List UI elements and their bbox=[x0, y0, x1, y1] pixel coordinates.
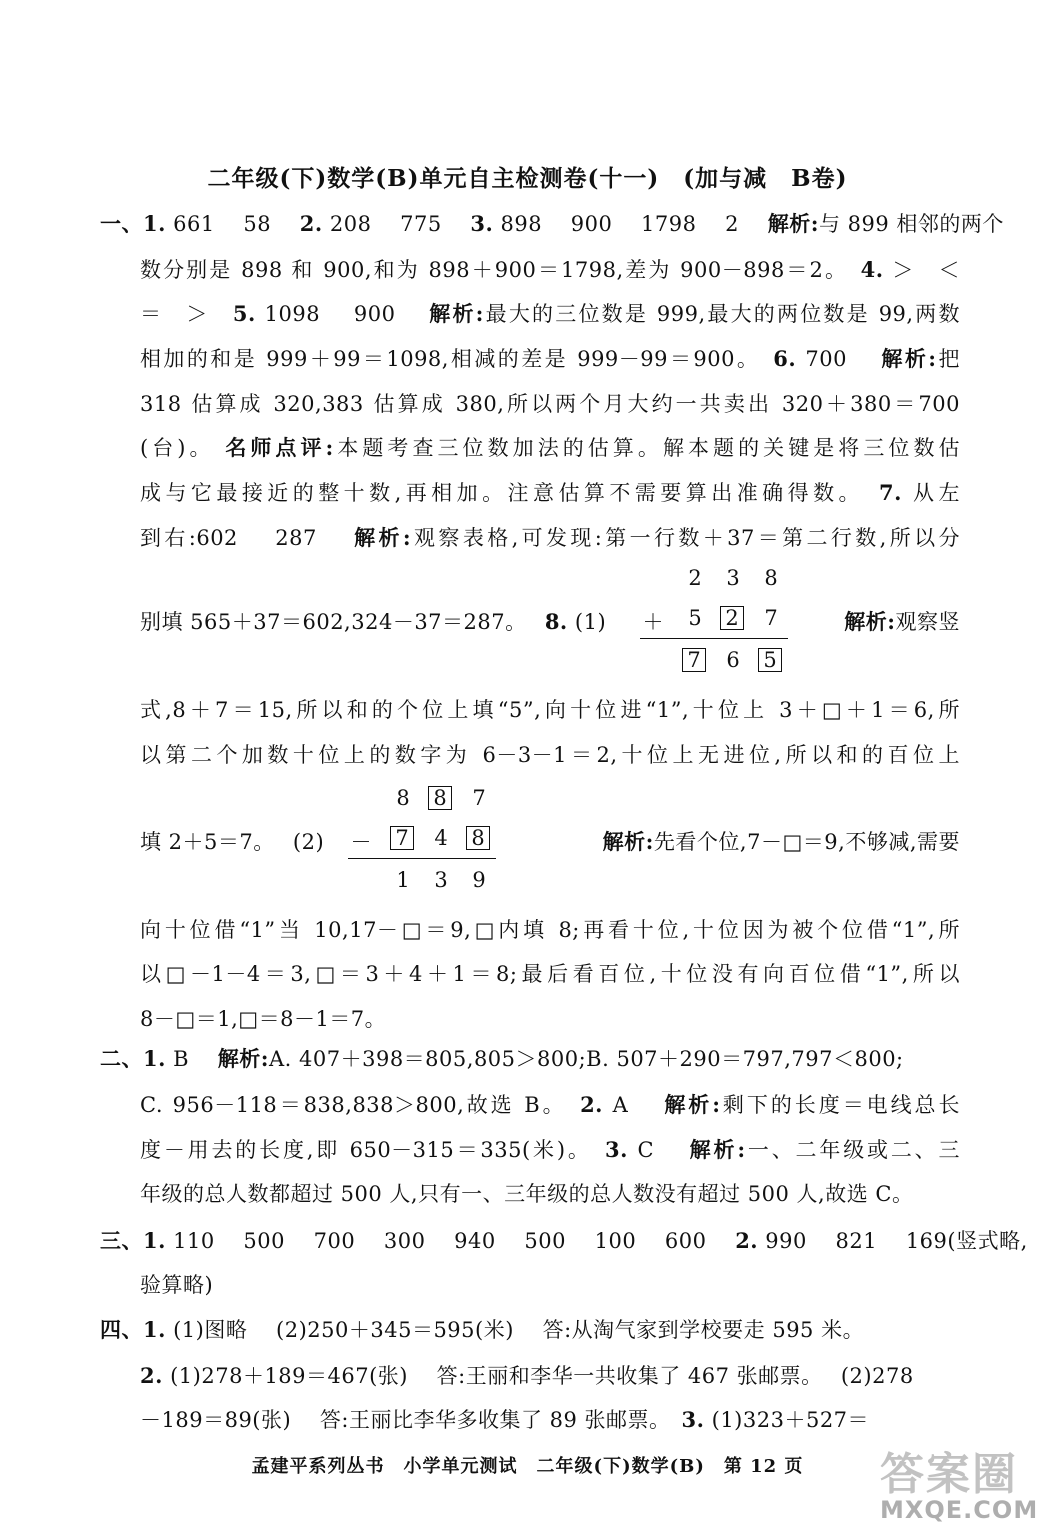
line-segment: 1. bbox=[143, 1046, 166, 1071]
answer-line bbox=[140, 522, 960, 552]
line-segment: 110 500 700 300 940 500 100 600 bbox=[165, 1229, 736, 1253]
line-segment: 剩下的长度＝电线总长 bbox=[720, 1093, 960, 1117]
line-segment: 四、 bbox=[100, 1317, 143, 1342]
calc1-bottom-d3-box: 5 bbox=[758, 648, 782, 672]
answer-line bbox=[140, 958, 960, 988]
answer-line bbox=[140, 477, 960, 507]
line-segment: A. 407＋398＝805,805＞800;B. 507＋290＝797,797＜800; bbox=[269, 1047, 904, 1071]
line-segment: 990 821 169(竖式略, bbox=[758, 1229, 1028, 1253]
line-segment: 二、 bbox=[100, 1046, 143, 1071]
line-segment: 6. bbox=[773, 346, 797, 371]
line-segment: 1. bbox=[143, 1317, 166, 1342]
answer-line bbox=[100, 1314, 960, 1344]
line-segment: 从左 bbox=[901, 481, 960, 505]
line-tail bbox=[603, 826, 960, 856]
line-segment: 1098 900 bbox=[255, 302, 430, 326]
line-segment: 2. bbox=[580, 1092, 603, 1117]
line-segment: 名师点评: bbox=[225, 435, 334, 460]
calc2-operator: － bbox=[350, 830, 372, 854]
calc1-bottom-d2: 6 bbox=[726, 648, 740, 672]
line-segment: ＞ ＜ bbox=[883, 258, 960, 282]
calc2-mid-d1-box: 7 bbox=[390, 826, 414, 850]
line-segment: A bbox=[603, 1093, 665, 1117]
answer-line bbox=[140, 343, 960, 373]
line-segment: 与 899 相邻的两个 bbox=[818, 212, 1004, 236]
line-segment: 数分别是 898 和 900,和为 898＋900＝1798,差为 900－898＝2。 bbox=[140, 258, 861, 282]
line-segment: 把 bbox=[936, 347, 960, 371]
line-segment: 解析: bbox=[354, 525, 412, 550]
answer-line bbox=[100, 208, 1004, 238]
line-segment: 相加的和是 999＋99＝1098,相减的差是 999－99＝900。 bbox=[140, 347, 774, 371]
calc2-top-d3: 7 bbox=[472, 786, 486, 810]
line-segment: 318 估算成 320,383 估算成 380,所以两个月大约一共卖出 320＋380＝700 bbox=[140, 392, 960, 416]
calc1-rule bbox=[640, 638, 788, 639]
line-tail bbox=[844, 606, 960, 636]
line-segment: (1)278＋189＝467(张) 答:王丽和李华一共收集了 467 张邮票。 (2)278 bbox=[162, 1364, 914, 1388]
line-segment: (台)。 bbox=[140, 436, 226, 460]
answer-line bbox=[140, 298, 960, 328]
line-segment: 解析: bbox=[602, 829, 654, 854]
line-segment: ＝ ＞ bbox=[140, 302, 233, 326]
line-segment: 3. bbox=[470, 211, 494, 236]
line-segment: 年级的总人数都超过 500 人,只有一、三年级的总人数没有超过 500 人,故选 C。 bbox=[140, 1182, 914, 1206]
calc2-top-d1: 8 bbox=[396, 786, 410, 810]
line-segment: 验算略) bbox=[140, 1273, 214, 1297]
line-segment: 成与它最接近的整十数,再相加。注意估算不需要算出准确得数。 bbox=[140, 481, 879, 505]
line-segment: 208 775 bbox=[322, 212, 471, 236]
calc2-top-d2-box: 8 bbox=[428, 786, 452, 810]
line-segment: 式,8＋7＝15,所以和的个位上填“5”,向十位进“1”,十位上 3＋□＋1＝6,所 bbox=[140, 698, 960, 722]
answer-line bbox=[100, 1043, 960, 1073]
line-segment: 向十位借“1”当 10,17－□＝9,□内填 8;再看十位,十位因为被个位借“1”,所 bbox=[140, 918, 960, 942]
line-segment: 661 58 bbox=[165, 212, 300, 236]
page-footer: 孟建平系列丛书 小学单元测试 二年级(下)数学(B) 第 12 页 bbox=[251, 1456, 804, 1477]
line-segment: 本题考查三位数加法的估算。解本题的关键是将三位数估 bbox=[333, 436, 960, 460]
answer-line bbox=[140, 388, 960, 418]
line-segment: 3. bbox=[681, 1407, 705, 1432]
calc2-bottom-d2: 3 bbox=[434, 868, 448, 892]
line-segment: 2. bbox=[299, 211, 323, 236]
line-segment: 先看个位,7－□＝9,不够减,需要 bbox=[653, 830, 960, 854]
vertical-addition-1 bbox=[620, 566, 790, 676]
calc1-top-d3: 8 bbox=[764, 566, 778, 590]
watermark-logo bbox=[880, 1438, 1040, 1528]
calc1-top-d2: 3 bbox=[726, 566, 740, 590]
line-segment: 最大的三位数是 999,最大的两位数是 99,两数 bbox=[483, 302, 960, 326]
line-segment: C bbox=[627, 1138, 690, 1162]
calc2-mid-d3-box: 8 bbox=[466, 826, 490, 850]
answer-line bbox=[140, 914, 960, 944]
line-segment: 解析: bbox=[429, 301, 484, 326]
answer-line bbox=[140, 1134, 960, 1164]
calc1-mid-d2-box: 2 bbox=[720, 606, 744, 630]
calc2-bottom-d3: 9 bbox=[472, 868, 486, 892]
line-segment: 一、 bbox=[100, 211, 143, 236]
answer-line bbox=[140, 694, 960, 724]
answer-line bbox=[140, 1360, 960, 1390]
line-segment: 以□－1－4＝3,□＝3＋4＋1＝8;最后看百位,十位没有向百位借“1”,所以 bbox=[140, 962, 960, 986]
line-segment: 3. bbox=[605, 1137, 628, 1162]
line-segment: 2. bbox=[735, 1228, 759, 1253]
line-segment: 观察表格,可发现:第一行数＋37＝第二行数,所以分 bbox=[411, 526, 960, 550]
answer-line bbox=[140, 739, 960, 769]
line-segment: －189＝89(张) 答:王丽比李华多收集了 89 张邮票。 bbox=[140, 1408, 682, 1432]
line-segment: 一、二年级或二、三 bbox=[745, 1138, 960, 1162]
line-segment: 2. bbox=[140, 1363, 163, 1388]
line-segment: 解析: bbox=[767, 211, 819, 236]
line-segment: B bbox=[165, 1047, 218, 1071]
line-segment: 度－用去的长度,即 650－315＝335(米)。 bbox=[140, 1138, 606, 1162]
watermark-url: MXQE.COM bbox=[880, 1496, 1039, 1524]
line-segment: 解析: bbox=[844, 609, 896, 634]
line-segment: 到右:602 287 bbox=[140, 526, 355, 550]
line-segment: 8. bbox=[544, 609, 568, 634]
answer-line bbox=[140, 254, 960, 284]
line-segment: 填 2＋5＝7。 (2) bbox=[140, 830, 325, 854]
line-segment: 观察竖 bbox=[895, 610, 960, 634]
calc1-bottom-d1-box: 7 bbox=[682, 648, 706, 672]
line-segment: 1. bbox=[143, 211, 166, 236]
answer-line bbox=[140, 826, 960, 856]
line-segment: 解析: bbox=[881, 346, 937, 371]
line-segment: 4. bbox=[860, 257, 884, 282]
answer-line bbox=[140, 1003, 960, 1033]
answer-line bbox=[140, 1269, 960, 1299]
line-segment: 别填 565＋37＝602,324－37＝287。 bbox=[140, 610, 545, 634]
line-segment: 以第二个加数十位上的数字为 6－3－1＝2,十位上无进位,所以和的百位上 bbox=[140, 743, 960, 767]
vertical-subtraction-2 bbox=[340, 786, 510, 896]
calc1-mid-d1: 5 bbox=[688, 606, 702, 630]
calc1-mid-d3: 7 bbox=[764, 606, 778, 630]
page-title: 二年级(下)数学(B)单元自主检测卷(十一) (加与减 B卷) bbox=[207, 165, 848, 192]
calc2-mid-d2: 4 bbox=[434, 826, 448, 850]
line-segment: 解析: bbox=[689, 1137, 746, 1162]
answer-line bbox=[140, 1178, 960, 1208]
line-segment: 解析: bbox=[664, 1092, 721, 1117]
line-segment: (1)图略 (2)250＋345＝595(米) 答:从淘气家到学校要走 595 米。 bbox=[165, 1318, 865, 1342]
line-segment: 700 bbox=[796, 347, 882, 371]
calc1-operator: ＋ bbox=[642, 610, 664, 634]
line-segment: (1) bbox=[567, 610, 607, 634]
line-segment: 1. bbox=[143, 1228, 166, 1253]
answer-line bbox=[140, 606, 960, 636]
line-segment: C. 956－118＝838,838＞800,故选 B。 bbox=[140, 1093, 581, 1117]
answer-line bbox=[140, 1404, 960, 1434]
line-segment: 三、 bbox=[100, 1228, 143, 1253]
line-segment: 5. bbox=[232, 301, 256, 326]
line-segment: 解析: bbox=[217, 1046, 269, 1071]
calc1-top-d1: 2 bbox=[688, 566, 702, 590]
answer-line bbox=[140, 432, 960, 462]
line-segment: 7. bbox=[878, 480, 902, 505]
answer-line bbox=[100, 1225, 1028, 1255]
watermark-text: 答案圈 bbox=[880, 1449, 1018, 1500]
line-segment: (1)323＋527＝ bbox=[704, 1408, 870, 1432]
calc2-bottom-d1: 1 bbox=[396, 868, 410, 892]
line-segment: 8－□＝1,□＝8－1＝7。 bbox=[140, 1007, 387, 1031]
answer-line bbox=[140, 1089, 960, 1119]
calc2-rule bbox=[348, 858, 496, 859]
line-segment: 898 900 1798 2 bbox=[493, 212, 768, 236]
